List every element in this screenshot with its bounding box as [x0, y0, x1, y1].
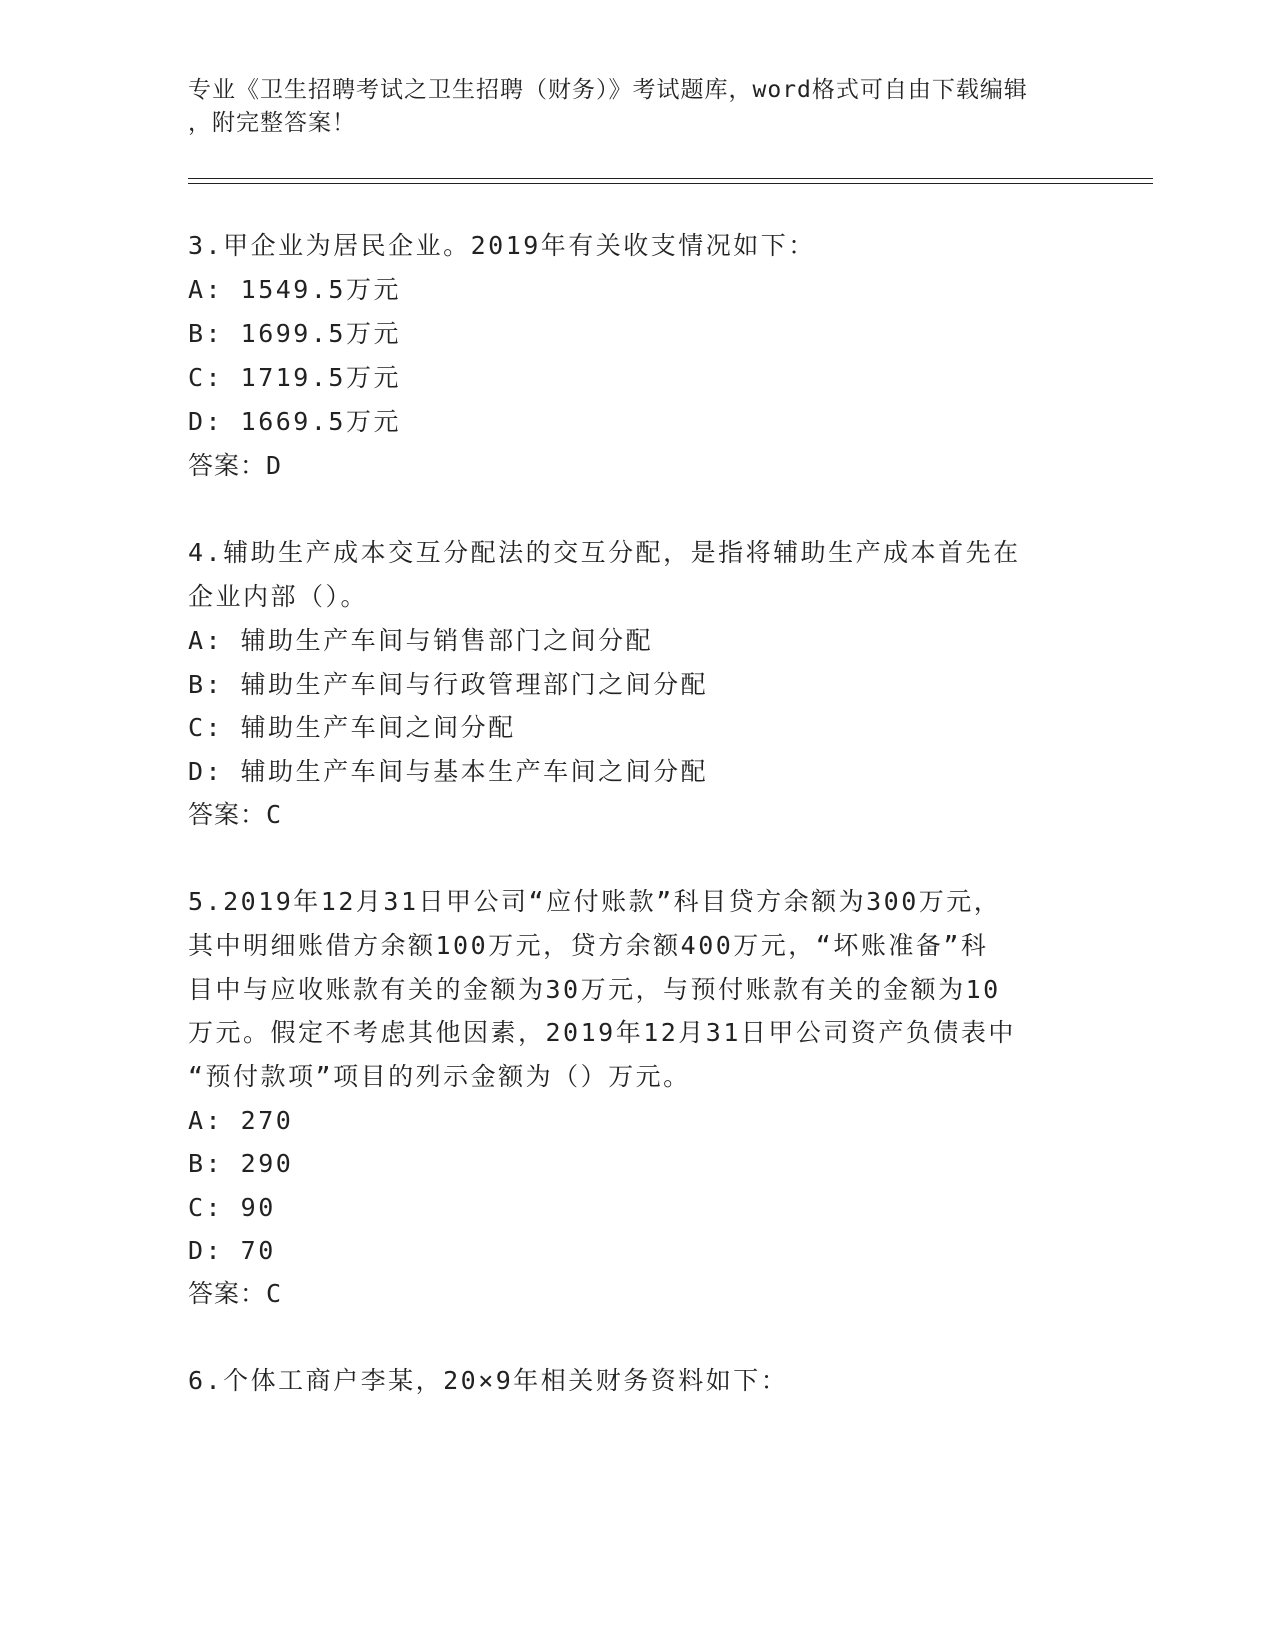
question-5-option-d: D: 70	[188, 1236, 276, 1265]
question-3-option-c: C: 1719.5万元	[188, 363, 401, 392]
question-5-option-c: C: 90	[188, 1193, 276, 1222]
question-5-stem-line-4: 万元。假定不考虑其他因素，2019年12月31日甲公司资产负债表中	[188, 1018, 1016, 1047]
question-4-stem-line-1: 4.辅助生产成本交互分配法的交互分配，是指将辅助生产成本首先在	[188, 538, 1021, 567]
question-5-stem-line-3: 目中与应收账款有关的金额为30万元，与预付账款有关的金额为10	[188, 975, 1001, 1004]
header-divider-top	[188, 178, 1153, 179]
question-3-option-b: B: 1699.5万元	[188, 319, 401, 348]
header-line-1: 专业《卫生招聘考试之卫生招聘（财务）》考试题库，word格式可自由下载编辑	[188, 77, 1028, 103]
question-5-answer: 答案：C	[188, 1279, 283, 1308]
document-header	[188, 74, 1068, 140]
question-4-answer: 答案：C	[188, 800, 283, 829]
question-3-option-a: A: 1549.5万元	[188, 275, 401, 304]
question-5-option-a: A: 270	[188, 1106, 294, 1135]
question-4-option-b: B: 辅助生产车间与行政管理部门之间分配	[188, 670, 709, 699]
question-3-option-d: D: 1669.5万元	[188, 407, 401, 436]
question-5-stem-line-2: 其中明细账借方余额100万元，贷方余额400万元，“坏账准备”科	[188, 931, 989, 960]
question-6-stem-line-1: 6.个体工商户李某，20×9年相关财务资料如下：	[188, 1366, 789, 1395]
question-4-option-d: D: 辅助生产车间与基本生产车间之间分配	[188, 757, 709, 786]
question-3-answer: 答案：D	[188, 451, 283, 480]
question-4-option-a: A: 辅助生产车间与销售部门之间分配	[188, 626, 654, 655]
question-4-stem-line-2: 企业内部（）。	[188, 582, 369, 611]
question-5-stem-line-5: “预付款项”项目的列示金额为（）万元。	[188, 1062, 691, 1091]
header-line-2: ，附完整答案！	[188, 110, 356, 136]
question-5-stem-line-1: 5.2019年12月31日甲公司“应付账款”科目贷方余额为300万元，	[188, 887, 1002, 916]
header-divider-bottom	[188, 183, 1153, 184]
question-3-stem-line-1: 3.甲企业为居民企业。2019年有关收支情况如下：	[188, 231, 816, 260]
question-4-option-c: C: 辅助生产车间之间分配	[188, 713, 516, 742]
question-5-option-b: B: 290	[188, 1149, 294, 1178]
